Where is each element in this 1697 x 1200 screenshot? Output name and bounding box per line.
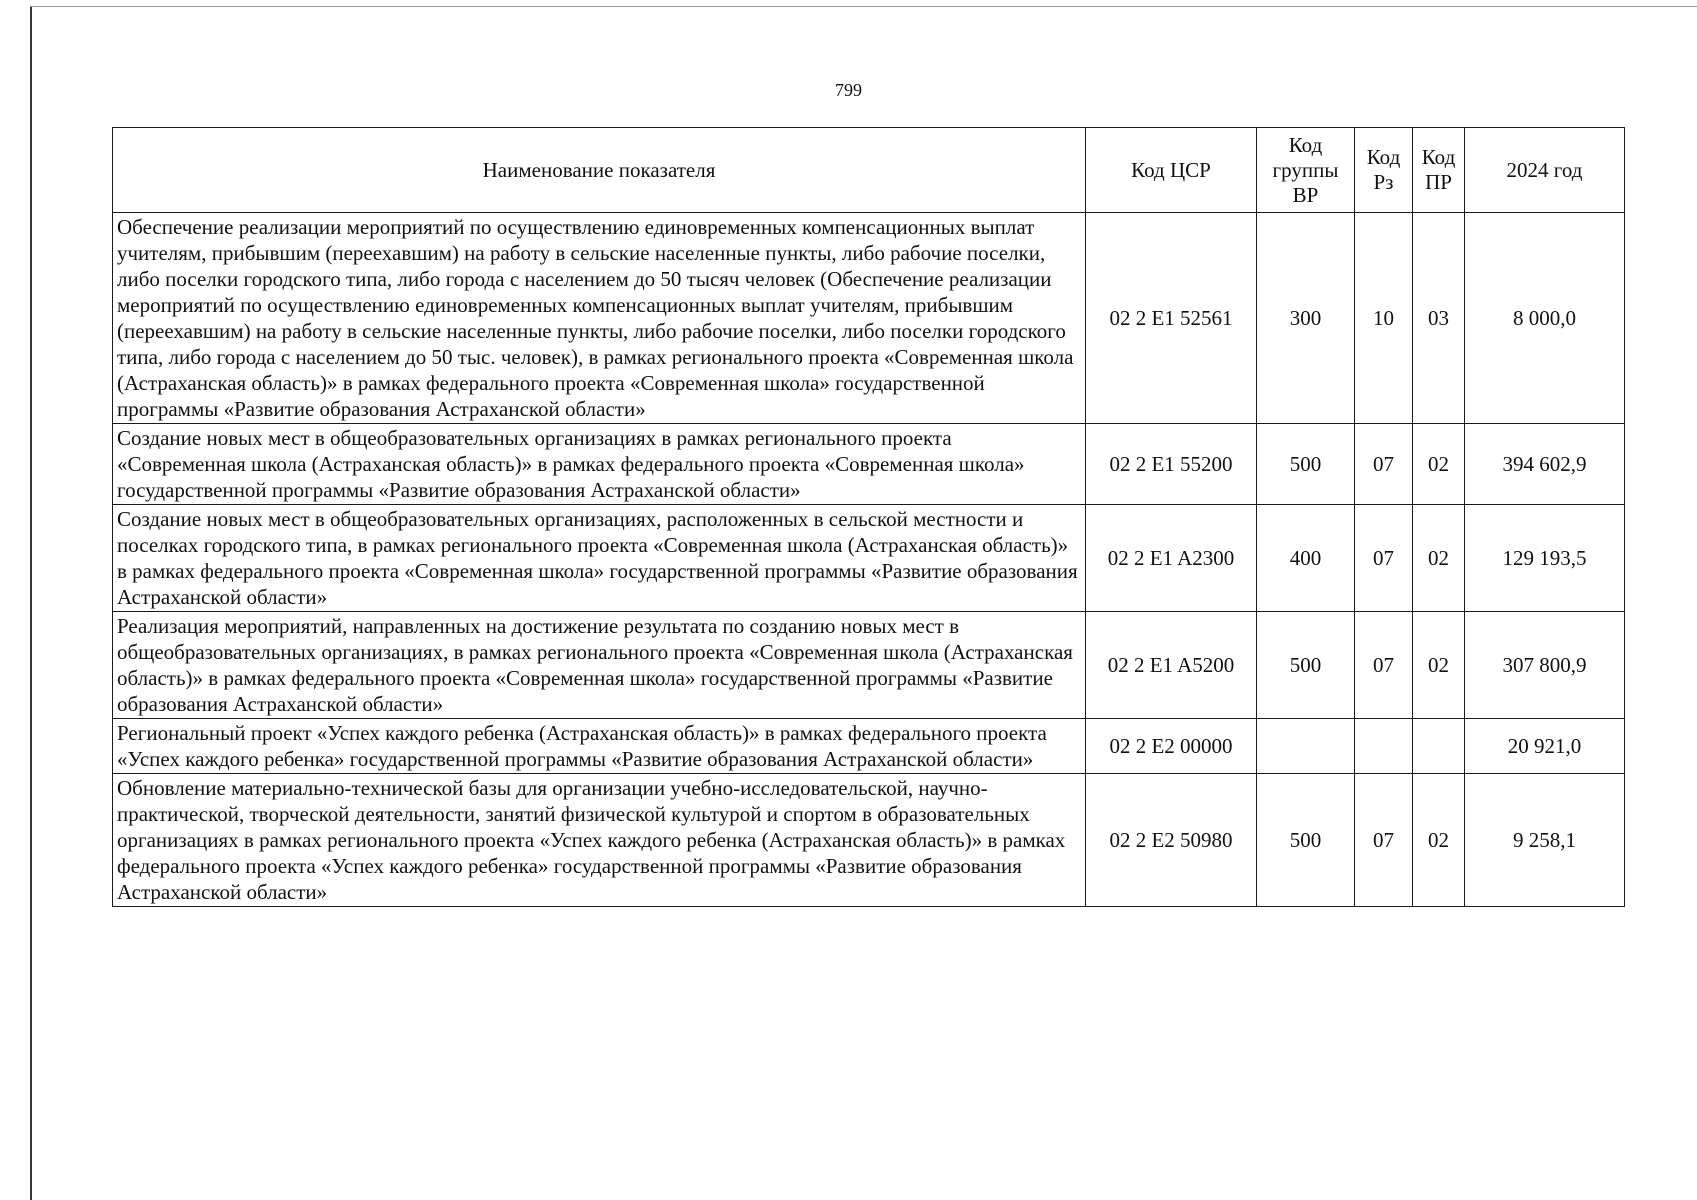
header-year: 2024 год <box>1465 128 1625 213</box>
row-amount: 129 193,5 <box>1465 505 1625 612</box>
table-row <box>113 774 1625 907</box>
header-vr: Код группы ВР <box>1257 128 1355 213</box>
row-vr <box>1257 719 1355 774</box>
row-csr: 02 2 E1 A5200 <box>1086 612 1257 719</box>
row-rz: 07 <box>1355 505 1413 612</box>
scan-edge-top <box>30 6 1697 7</box>
table-row <box>113 424 1625 505</box>
row-amount: 394 602,9 <box>1465 424 1625 505</box>
row-name: Создание новых мест в общеобразовательных организациях, расположенных в сельской местности и поселках городского типа, в рамках регионального проекта «Современная школа (Астраханская область)» в рамках федерального проекта «Современная школа» государственной программы «Развитие образования Астраханской области» <box>113 505 1086 612</box>
page-number: 799 <box>835 80 862 100</box>
row-pr: 02 <box>1413 774 1465 907</box>
row-vr: 500 <box>1257 424 1355 505</box>
row-csr: 02 2 E1 52561 <box>1086 213 1257 424</box>
row-pr: 02 <box>1413 612 1465 719</box>
row-csr: 02 2 E2 50980 <box>1086 774 1257 907</box>
row-pr <box>1413 719 1465 774</box>
row-amount: 307 800,9 <box>1465 612 1625 719</box>
row-vr: 500 <box>1257 612 1355 719</box>
row-pr: 02 <box>1413 505 1465 612</box>
table-row <box>113 505 1625 612</box>
row-csr: 02 2 E1 55200 <box>1086 424 1257 505</box>
row-pr: 02 <box>1413 424 1465 505</box>
row-name: Обеспечение реализации мероприятий по осуществлению единовременных компенсационных выплат учителям, прибывшим (переехавшим) на работу в сельские населенные пункты, либо рабочие поселки, либо поселки городского типа, либо города с населением до 50 тысяч человек (Обеспечение реализации мероприятий по осуществлению единовременных компенсационных выплат учителям, прибывшим (переехавшим) на работу в сельские населенные пункты, либо рабочие поселки, либо поселки городского типа, либо города с населением до 50 тыс. человек), в рамках регионального проекта «Современная школа (Астраханская область)» в рамках федерального проекта «Современная школа» государственной программы «Развитие образования Астраханской области» <box>113 213 1086 424</box>
row-csr: 02 2 E1 A2300 <box>1086 505 1257 612</box>
row-name: Реализация мероприятий, направленных на достижение результата по созданию новых мест в общеобразовательных организациях, в рамках регионального проекта «Современная школа (Астраханская область)» в рамках федерального проекта «Современная школа» государственной программы «Развитие образования Астраханской области» <box>113 612 1086 719</box>
scan-edge-left <box>30 6 32 1200</box>
row-rz: 07 <box>1355 612 1413 719</box>
table-row <box>113 213 1625 424</box>
row-name: Региональный проект «Успех каждого ребенка (Астраханская область)» в рамках федерального проекта «Успех каждого ребенка» государственной программы «Развитие образования Астраханской области» <box>113 719 1086 774</box>
header-pr: Код ПР <box>1413 128 1465 213</box>
row-rz <box>1355 719 1413 774</box>
header-name: Наименование показателя <box>113 128 1086 213</box>
row-vr: 300 <box>1257 213 1355 424</box>
row-rz: 07 <box>1355 774 1413 907</box>
row-name: Создание новых мест в общеобразовательных организациях в рамках регионального проекта «Современная школа (Астраханская область)» в рамках федерального проекта «Современная школа» государственной программы «Развитие образования Астраханской области» <box>113 424 1086 505</box>
row-csr: 02 2 E2 00000 <box>1086 719 1257 774</box>
row-pr: 03 <box>1413 213 1465 424</box>
row-rz: 10 <box>1355 213 1413 424</box>
header-csr: Код ЦСР <box>1086 128 1257 213</box>
row-vr: 400 <box>1257 505 1355 612</box>
row-rz: 07 <box>1355 424 1413 505</box>
header-rz: Код Рз <box>1355 128 1413 213</box>
row-amount: 9 258,1 <box>1465 774 1625 907</box>
row-amount: 20 921,0 <box>1465 719 1625 774</box>
row-name: Обновление материально-технической базы для организации учебно-исследовательской, научно-практической, творческой деятельности, занятий физической культурой и спортом в образовательных организациях в рамках регионального проекта «Успех каждого ребенка (Астраханская область)» в рамках федерального проекта «Успех каждого ребенка» государственной программы «Развитие образования Астраханской области» <box>113 774 1086 907</box>
table-row <box>113 719 1625 774</box>
table-row <box>113 612 1625 719</box>
row-vr: 500 <box>1257 774 1355 907</box>
budget-table <box>112 127 1625 907</box>
table-header-row <box>113 128 1625 213</box>
row-amount: 8 000,0 <box>1465 213 1625 424</box>
